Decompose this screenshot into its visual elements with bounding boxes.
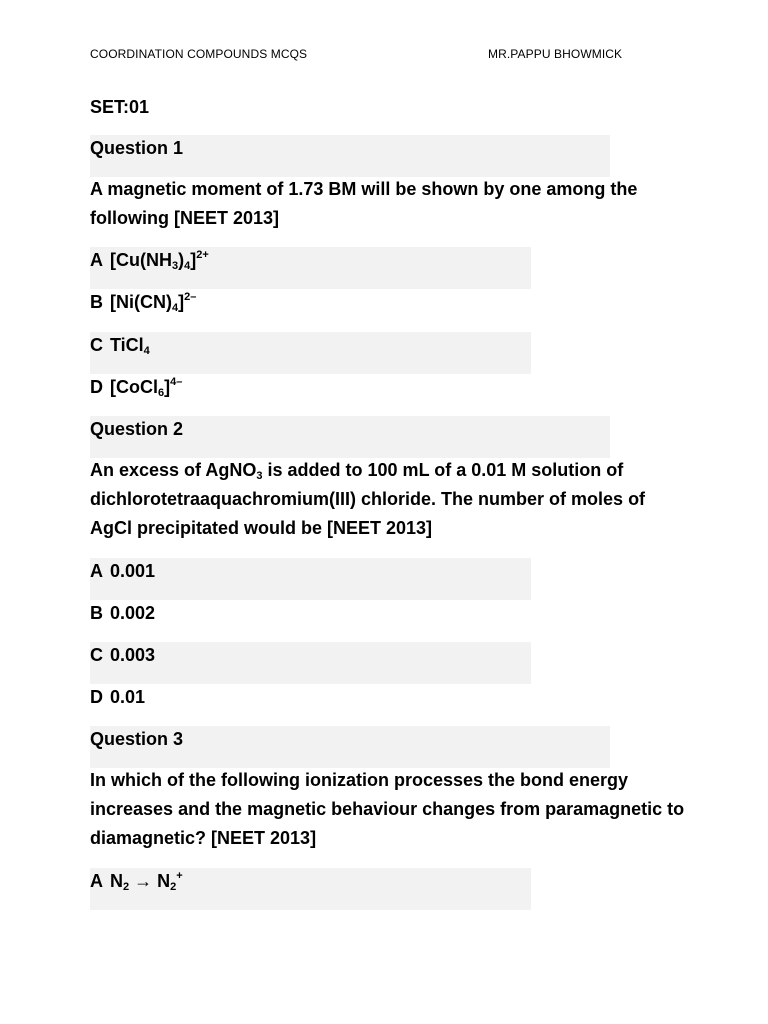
q1-option-d[interactable] <box>90 372 182 402</box>
question-3-text-line: increases and the magnetic behaviour changes from paramagnetic to <box>90 799 685 819</box>
formula-subscript: 4 <box>171 302 179 314</box>
formula-subscript: 6 <box>158 387 165 399</box>
header-left-title: COORDINATION COMPOUNDS MCQS <box>90 47 308 61</box>
formula-part: TiCl <box>110 335 144 355</box>
question-2-text-line: dichlorotetraaquachromium(III) chloride. The number of moles of <box>90 489 646 509</box>
q2-option-d[interactable] <box>90 682 145 712</box>
option-letter: A <box>90 250 103 270</box>
option-letter: B <box>90 292 103 312</box>
option-letter: C <box>90 335 103 355</box>
formula-subscript: 3 <box>256 470 263 482</box>
option-value: 0.001 <box>110 561 156 581</box>
formula-part: [Cu(NH <box>110 250 172 270</box>
q2-option-a[interactable] <box>90 556 155 586</box>
question-2-text-line: AgCl precipitated would be [NEET 2013] <box>90 518 433 538</box>
question-1-heading: Question 1 <box>90 138 184 158</box>
formula-part: ) <box>178 250 185 270</box>
text-part: is added to 100 mL of a 0.01 M solution of <box>262 460 624 480</box>
formula-charge: 2+ <box>196 249 209 261</box>
q2-option-b[interactable] <box>90 598 155 628</box>
option-value: 0.01 <box>110 687 146 707</box>
q2-option-c[interactable] <box>90 640 155 670</box>
formula-part: N <box>157 871 171 891</box>
formula-part: N <box>110 871 123 891</box>
option-letter: A <box>90 561 103 581</box>
formula-part: ] <box>164 377 171 397</box>
question-1-text <box>90 175 690 233</box>
formula-part: [CoCl <box>110 377 158 397</box>
question-1-text-line: following [NEET 2013] <box>90 208 280 228</box>
option-value: 0.003 <box>110 645 156 665</box>
option-band <box>90 558 531 600</box>
question-3-text-line: In which of the following ionization processes the bond energy <box>90 770 629 790</box>
formula-subscript: 4 <box>184 260 191 272</box>
question-1-text-line: A magnetic moment of 1.73 BM will be shown by one among the <box>90 179 638 199</box>
question-2-text-line <box>90 456 690 485</box>
set-label: SET:01 <box>90 97 150 117</box>
formula-subscript: 2 <box>170 881 177 893</box>
question-3-heading: Question 3 <box>90 729 184 749</box>
formula-charge: 2– <box>184 291 197 303</box>
option-value: 0.002 <box>110 603 156 623</box>
formula-subscript: 3 <box>171 260 179 272</box>
formula-part: ] <box>178 292 185 312</box>
formula-part: ] <box>190 250 197 270</box>
option-band <box>90 642 531 684</box>
q1-option-a[interactable] <box>90 245 209 275</box>
question-2-text <box>90 456 690 543</box>
option-letter: D <box>90 687 103 707</box>
question-2-heading: Question 2 <box>90 419 184 439</box>
question-3-text-line: diamagnetic? [NEET 2013] <box>90 828 317 848</box>
formula-charge: + <box>176 870 183 882</box>
header-right-author: MR.PAPPU BHOWMICK <box>488 47 623 61</box>
q3-option-a[interactable] <box>90 866 183 896</box>
question-3-text <box>90 766 690 853</box>
q1-option-c[interactable] <box>90 330 150 360</box>
formula-subscript: 2 <box>123 881 130 893</box>
formula-subscript: 4 <box>143 345 150 357</box>
formula-part: [Ni(CN) <box>110 292 172 312</box>
option-letter: A <box>90 871 103 891</box>
text-part: An excess of AgNO <box>90 460 257 480</box>
option-letter: B <box>90 603 103 623</box>
option-letter: C <box>90 645 103 665</box>
arrow-icon: → <box>129 871 158 891</box>
formula-charge: 4– <box>170 376 183 388</box>
option-letter: D <box>90 377 103 397</box>
q1-option-b[interactable] <box>90 287 196 317</box>
option-band <box>90 332 531 374</box>
